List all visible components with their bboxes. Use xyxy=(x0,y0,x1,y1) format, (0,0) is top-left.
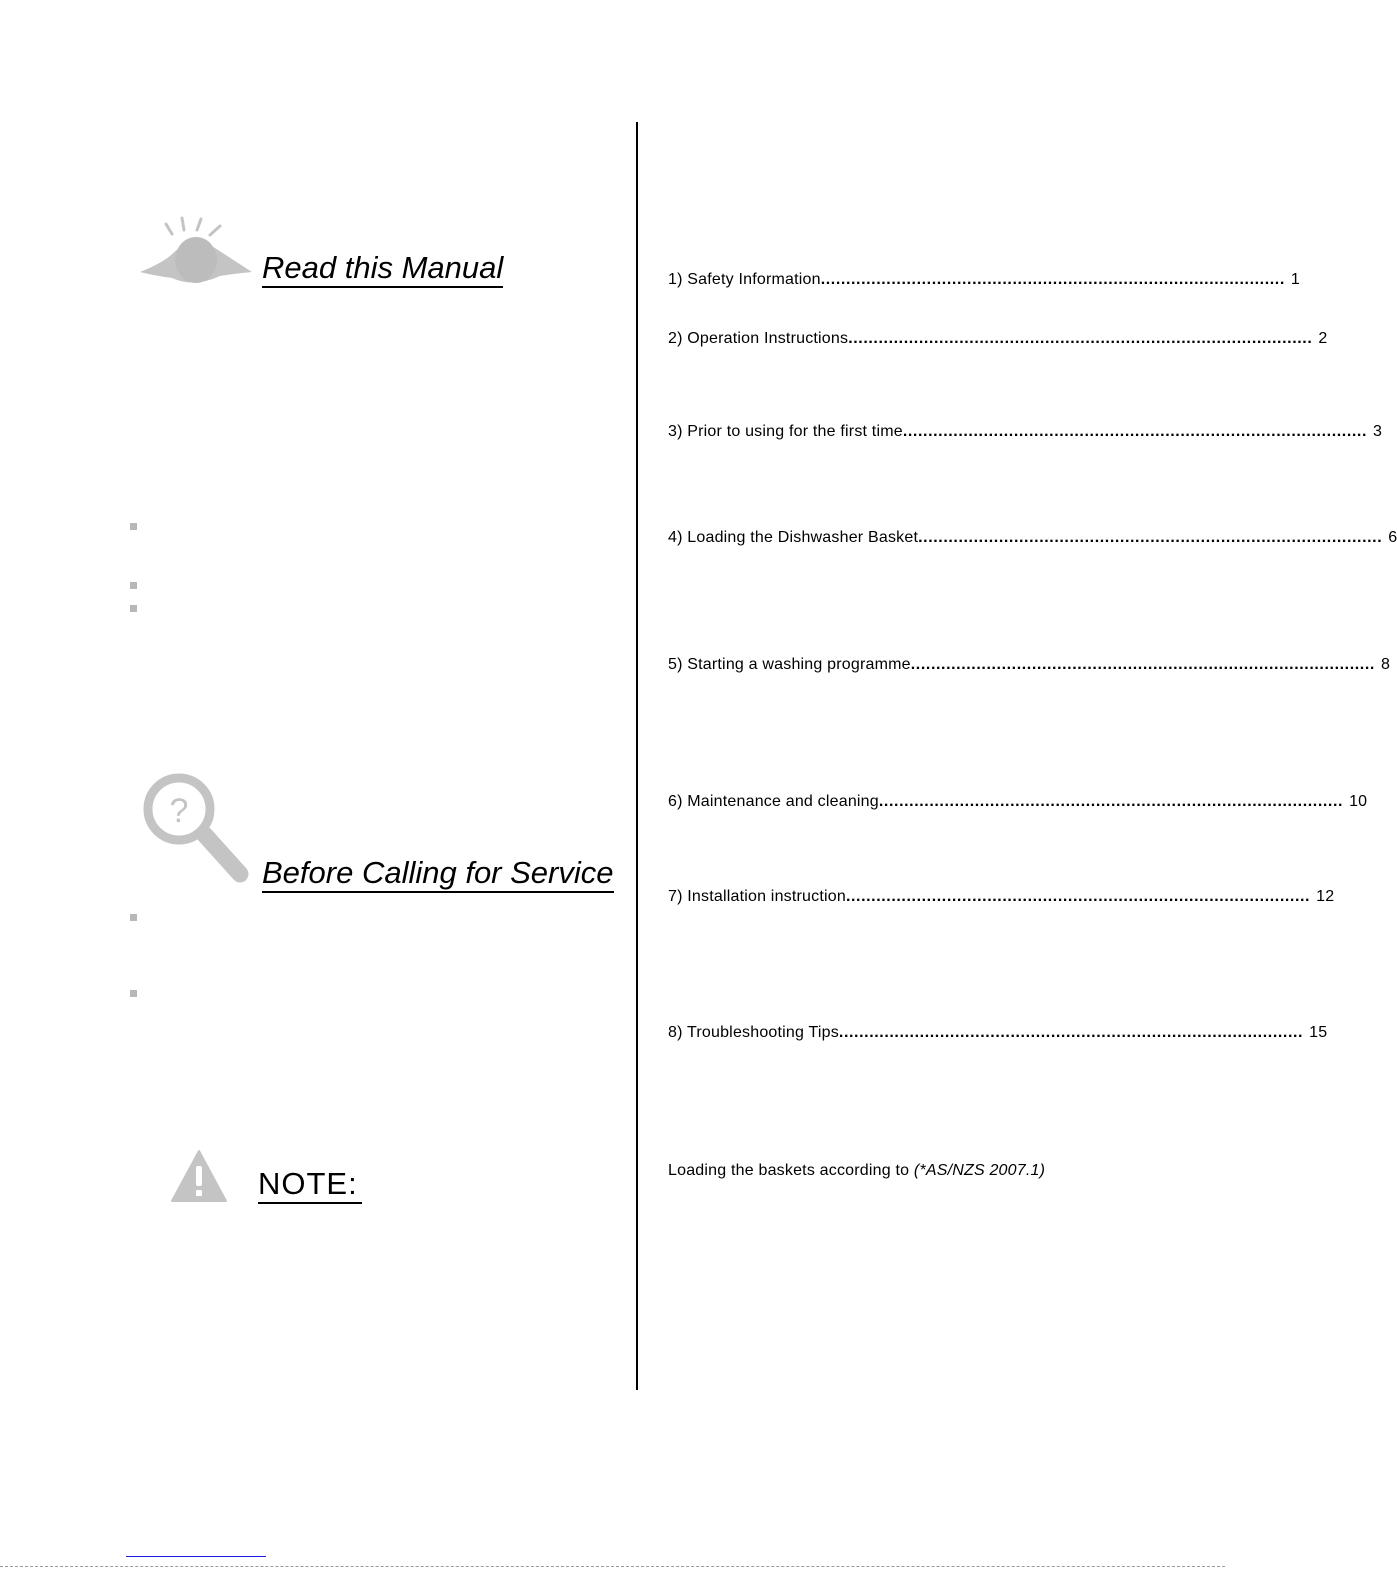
toc-leader: ............................................................................................ xyxy=(902,423,1368,440)
toc-entry xyxy=(668,888,1335,906)
toc-page-number: 6 xyxy=(1388,529,1397,546)
toc-entry xyxy=(668,330,1328,348)
toc-label: 6) Maintenance and cleaning xyxy=(668,793,879,810)
toc-entry xyxy=(668,423,1383,441)
toc-entry xyxy=(668,529,1397,547)
column-divider xyxy=(636,122,638,1390)
footer-link-underline xyxy=(126,1556,266,1557)
toc-leader: ............................................................................................ xyxy=(918,529,1383,546)
list-bullet xyxy=(130,990,137,997)
note-heading: NOTE: xyxy=(258,1167,362,1204)
toc-page-number: 12 xyxy=(1316,888,1335,905)
service-heading: Before Calling for Service xyxy=(262,856,614,893)
toc-label: 5) Starting a washing programme xyxy=(668,656,911,673)
baskets-note-text: Loading the baskets according to xyxy=(668,1162,914,1179)
toc-label: 2) Operation Instructions xyxy=(668,330,849,347)
toc-entry xyxy=(668,793,1368,811)
toc-page-number: 2 xyxy=(1318,330,1328,347)
toc-leader: ............................................................................................ xyxy=(845,888,1311,905)
toc-label: 7) Installation instruction xyxy=(668,888,846,905)
toc-leader: ............................................................................................ xyxy=(910,656,1375,673)
svg-text:?: ? xyxy=(169,792,189,830)
page-bottom-dashed-line xyxy=(0,1566,1225,1567)
toc-label: 8) Troubleshooting Tips xyxy=(668,1024,839,1041)
toc-page-number: 3 xyxy=(1373,423,1383,440)
toc-entry xyxy=(668,271,1300,289)
toc-label: 4) Loading the Dishwasher Basket xyxy=(668,529,919,546)
toc-page-number: 1 xyxy=(1290,271,1300,288)
toc-page-number: 15 xyxy=(1309,1024,1328,1041)
toc-page-number: 10 xyxy=(1349,793,1368,810)
read-manual-heading: Read this Manual xyxy=(262,251,503,288)
toc-label: 3) Prior to using for the first time xyxy=(668,423,903,440)
baskets-note xyxy=(668,1162,1045,1180)
baskets-note-standard: (*AS/NZS 2007.1) xyxy=(913,1162,1046,1179)
toc-leader: ............................................................................................ xyxy=(820,271,1285,288)
toc-label: 1) Safety Information xyxy=(668,271,821,288)
list-bullet xyxy=(130,523,137,530)
magnifier-question-icon xyxy=(140,770,252,888)
list-bullet xyxy=(130,582,137,589)
toc-leader: ............................................................................................ xyxy=(848,330,1313,347)
toc-leader: ............................................................................................ xyxy=(878,793,1344,810)
toc-entry xyxy=(668,656,1391,674)
list-bullet xyxy=(130,914,137,921)
eye-icon xyxy=(136,214,256,292)
toc-entry xyxy=(668,1024,1328,1042)
toc-page-number: 8 xyxy=(1380,656,1391,673)
toc-leader: ............................................................................................ xyxy=(838,1024,1304,1041)
warning-icon xyxy=(170,1149,228,1203)
list-bullet xyxy=(130,605,137,612)
